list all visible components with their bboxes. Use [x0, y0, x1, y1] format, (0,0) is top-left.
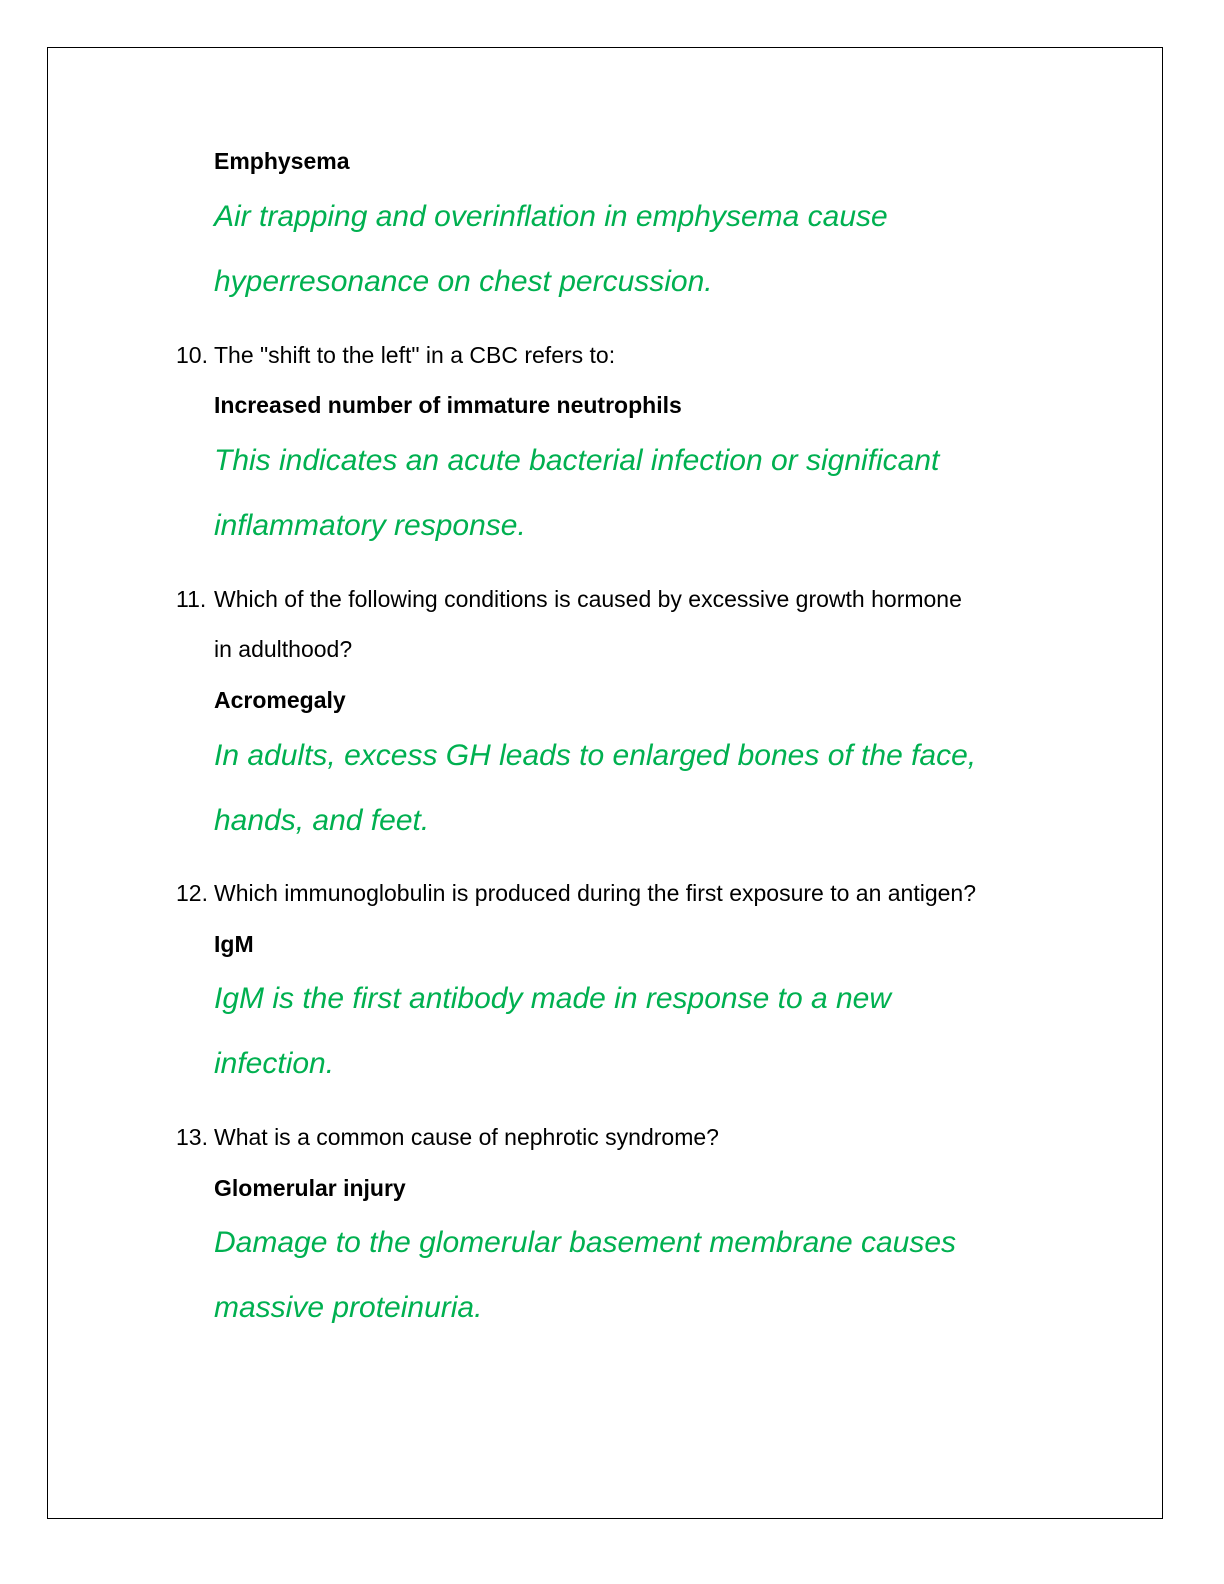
question-text: Which immunoglobulin is produced during the first exposure to an antigen? — [214, 880, 976, 906]
answer-11: Acromegaly — [214, 687, 346, 713]
question-number: 13. — [176, 1124, 208, 1150]
explanation-line: This indicates an acute bacterial infection or significant — [214, 444, 940, 477]
question-text: Which of the following conditions is caused by excessive growth hormone — [214, 586, 962, 612]
answer-emphysema: Emphysema — [214, 148, 350, 174]
answer-10: Increased number of immature neutrophils — [214, 392, 682, 418]
answer-12: IgM — [214, 931, 254, 957]
explanation-line: hands, and feet. — [214, 804, 430, 837]
question-text: The "shift to the left" in a CBC refers to: — [214, 342, 616, 368]
question-11 — [176, 584, 962, 614]
explanation-line: hyperresonance on chest percussion. — [214, 265, 713, 298]
question-13 — [176, 1122, 719, 1152]
question-text-continued: in adulthood? — [214, 636, 353, 662]
question-10 — [176, 340, 615, 370]
explanation-line: Damage to the glomerular basement membrane causes — [214, 1226, 957, 1259]
explanation-line: massive proteinuria. — [214, 1291, 483, 1324]
explanation-line: In adults, excess GH leads to enlarged bones of the face, — [214, 739, 977, 772]
explanation-line: Air trapping and overinflation in emphysema cause — [214, 200, 888, 233]
answer-13: Glomerular injury — [214, 1175, 406, 1201]
explanation-line: IgM is the first antibody made in response to a new — [214, 982, 892, 1015]
question-text: What is a common cause of nephrotic syndrome? — [214, 1124, 719, 1150]
explanation-line: infection. — [214, 1047, 335, 1080]
question-number: 12. — [176, 880, 208, 906]
question-number: 10. — [176, 342, 208, 368]
question-12 — [176, 878, 976, 908]
explanation-line: inflammatory response. — [214, 509, 526, 542]
question-number: 11. — [176, 586, 207, 612]
